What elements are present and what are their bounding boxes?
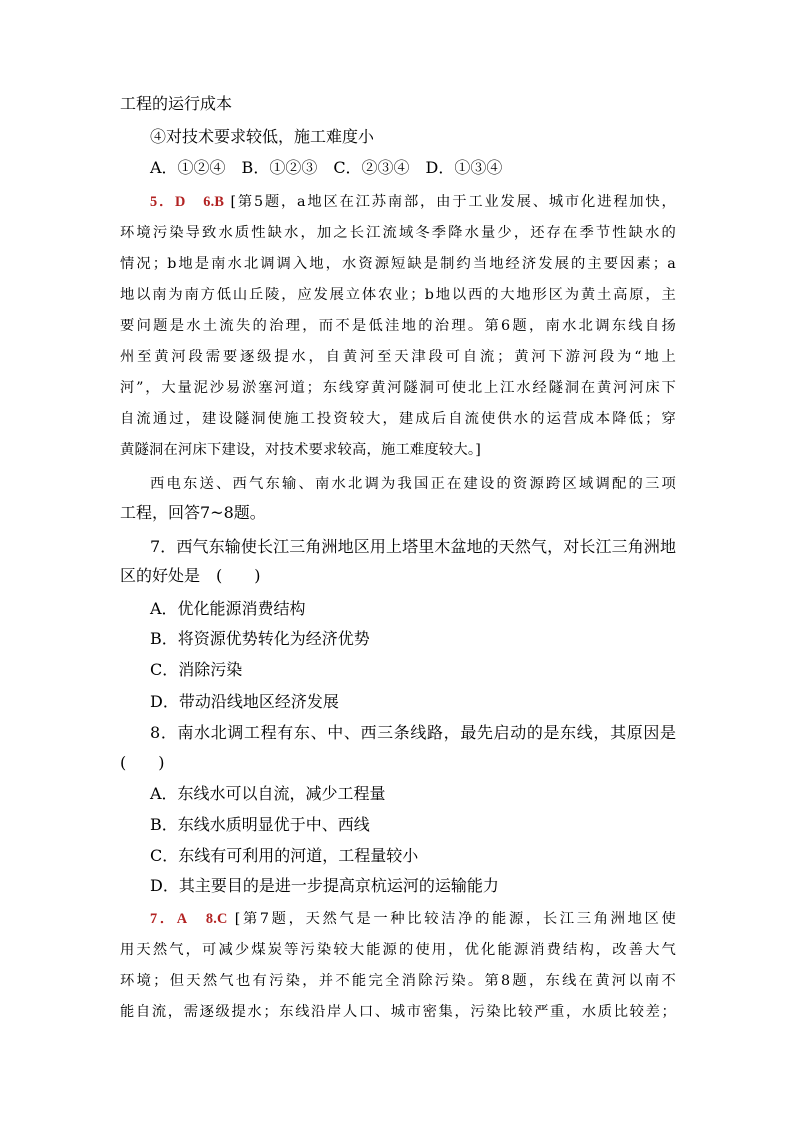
explanation-line: 用天然气，可减少煤炭等污染较大能源的使用，优化能源消费结构，改善大气 (120, 942, 676, 958)
explanation-line: 地以南为南方低山丘陵，应发展立体农业；b地以西的大地形区为黄土高原，主 (120, 287, 676, 303)
question-8-stem: 8．南水北调工程有东、中、西三条线路，最先启动的是东线，其原因是 (150, 723, 676, 742)
question-8-option: B．东线水质明显优于中、西线 (150, 815, 370, 834)
explanation-line: 河”，大量泥沙易淤塞河道；东线穿黄河隧洞可使北上江水经隧洞在黄河河床下 (120, 380, 676, 396)
explanation-text: [第5题，a地区在江苏南部，由于工业发展、城市化进程加快， (230, 194, 676, 210)
question-7-option: D．带动沿线地区经济发展 (150, 692, 339, 711)
question-8-option: C．东线有可利用的河道，工程量较小 (150, 846, 419, 865)
question-7-option: C．消除污染 (150, 660, 243, 679)
explanation-line: 环境；但天然气也有污染，并不能完全消除污染。第8题，东线在黄河以南不 (120, 973, 676, 989)
explanation-line: 要问题是水土流失的治理，而不是低洼地的治理。第6题，南水北调东线自扬 (120, 318, 676, 334)
choice-line: A．①②④ B．①②③ C．②③④ D．①③④ (150, 158, 503, 177)
option-line: ④对技术要求较低，施工难度小 (150, 127, 375, 146)
question-8-option: D．其主要目的是进一步提高京杭运河的运输能力 (150, 876, 499, 895)
answer-label: 5．D 6.B (150, 194, 225, 210)
explanation-line: 黄隧洞在河床下建设，对技术要求较高，施工难度较大。] (120, 442, 482, 458)
explanation-line: 州至黄河段需要逐级提水，自黄河至天津段可自流；黄河下游河段为“地上 (120, 349, 676, 365)
explanation-line: 情况；b地是南水北调调入地，水资源短缺是制约当地经济发展的主要因素；a (120, 256, 676, 272)
question-8-option: A．东线水可以自流，减少工程量 (150, 784, 386, 803)
answer-label: 7．A 8.C (150, 911, 228, 927)
intro-line: 工程，回答7~8题。 (120, 503, 266, 522)
question-7-option: B．将资源优势转化为经济优势 (150, 629, 370, 648)
text-line: 工程的运行成本 (120, 94, 233, 113)
question-7-stem: 7．西气东输使长江三角洲地区用上塔里木盆地的天然气，对长江三角洲地 (150, 537, 676, 556)
intro-line: 西电东送、西气东输、南水北调为我国正在建设的资源跨区域调配的三项 (150, 476, 676, 492)
question-7-option: A．优化能源消费结构 (150, 599, 306, 618)
question-7-stem: 区的好处是 ( ) (120, 566, 261, 585)
answer-explanation-line (150, 909, 676, 929)
answer-explanation-line (150, 192, 676, 212)
explanation-line: 环境污染导致水质性缺水，加之长江流域冬季降水量少，还存在季节性缺水的 (120, 225, 676, 241)
question-8-stem: ( ) (120, 753, 165, 772)
explanation-line: 能自流，需逐级提水；东线沿岸人口、城市密集，污染比较严重，水质比较差； (120, 1004, 676, 1020)
explanation-text: [第7题，天然气是一种比较洁净的能源，长江三角洲地区使 (234, 911, 676, 927)
explanation-line: 自流通过，建设隧洞使施工投资较大，建成后自流使供水的运营成本降低；穿 (120, 411, 676, 427)
